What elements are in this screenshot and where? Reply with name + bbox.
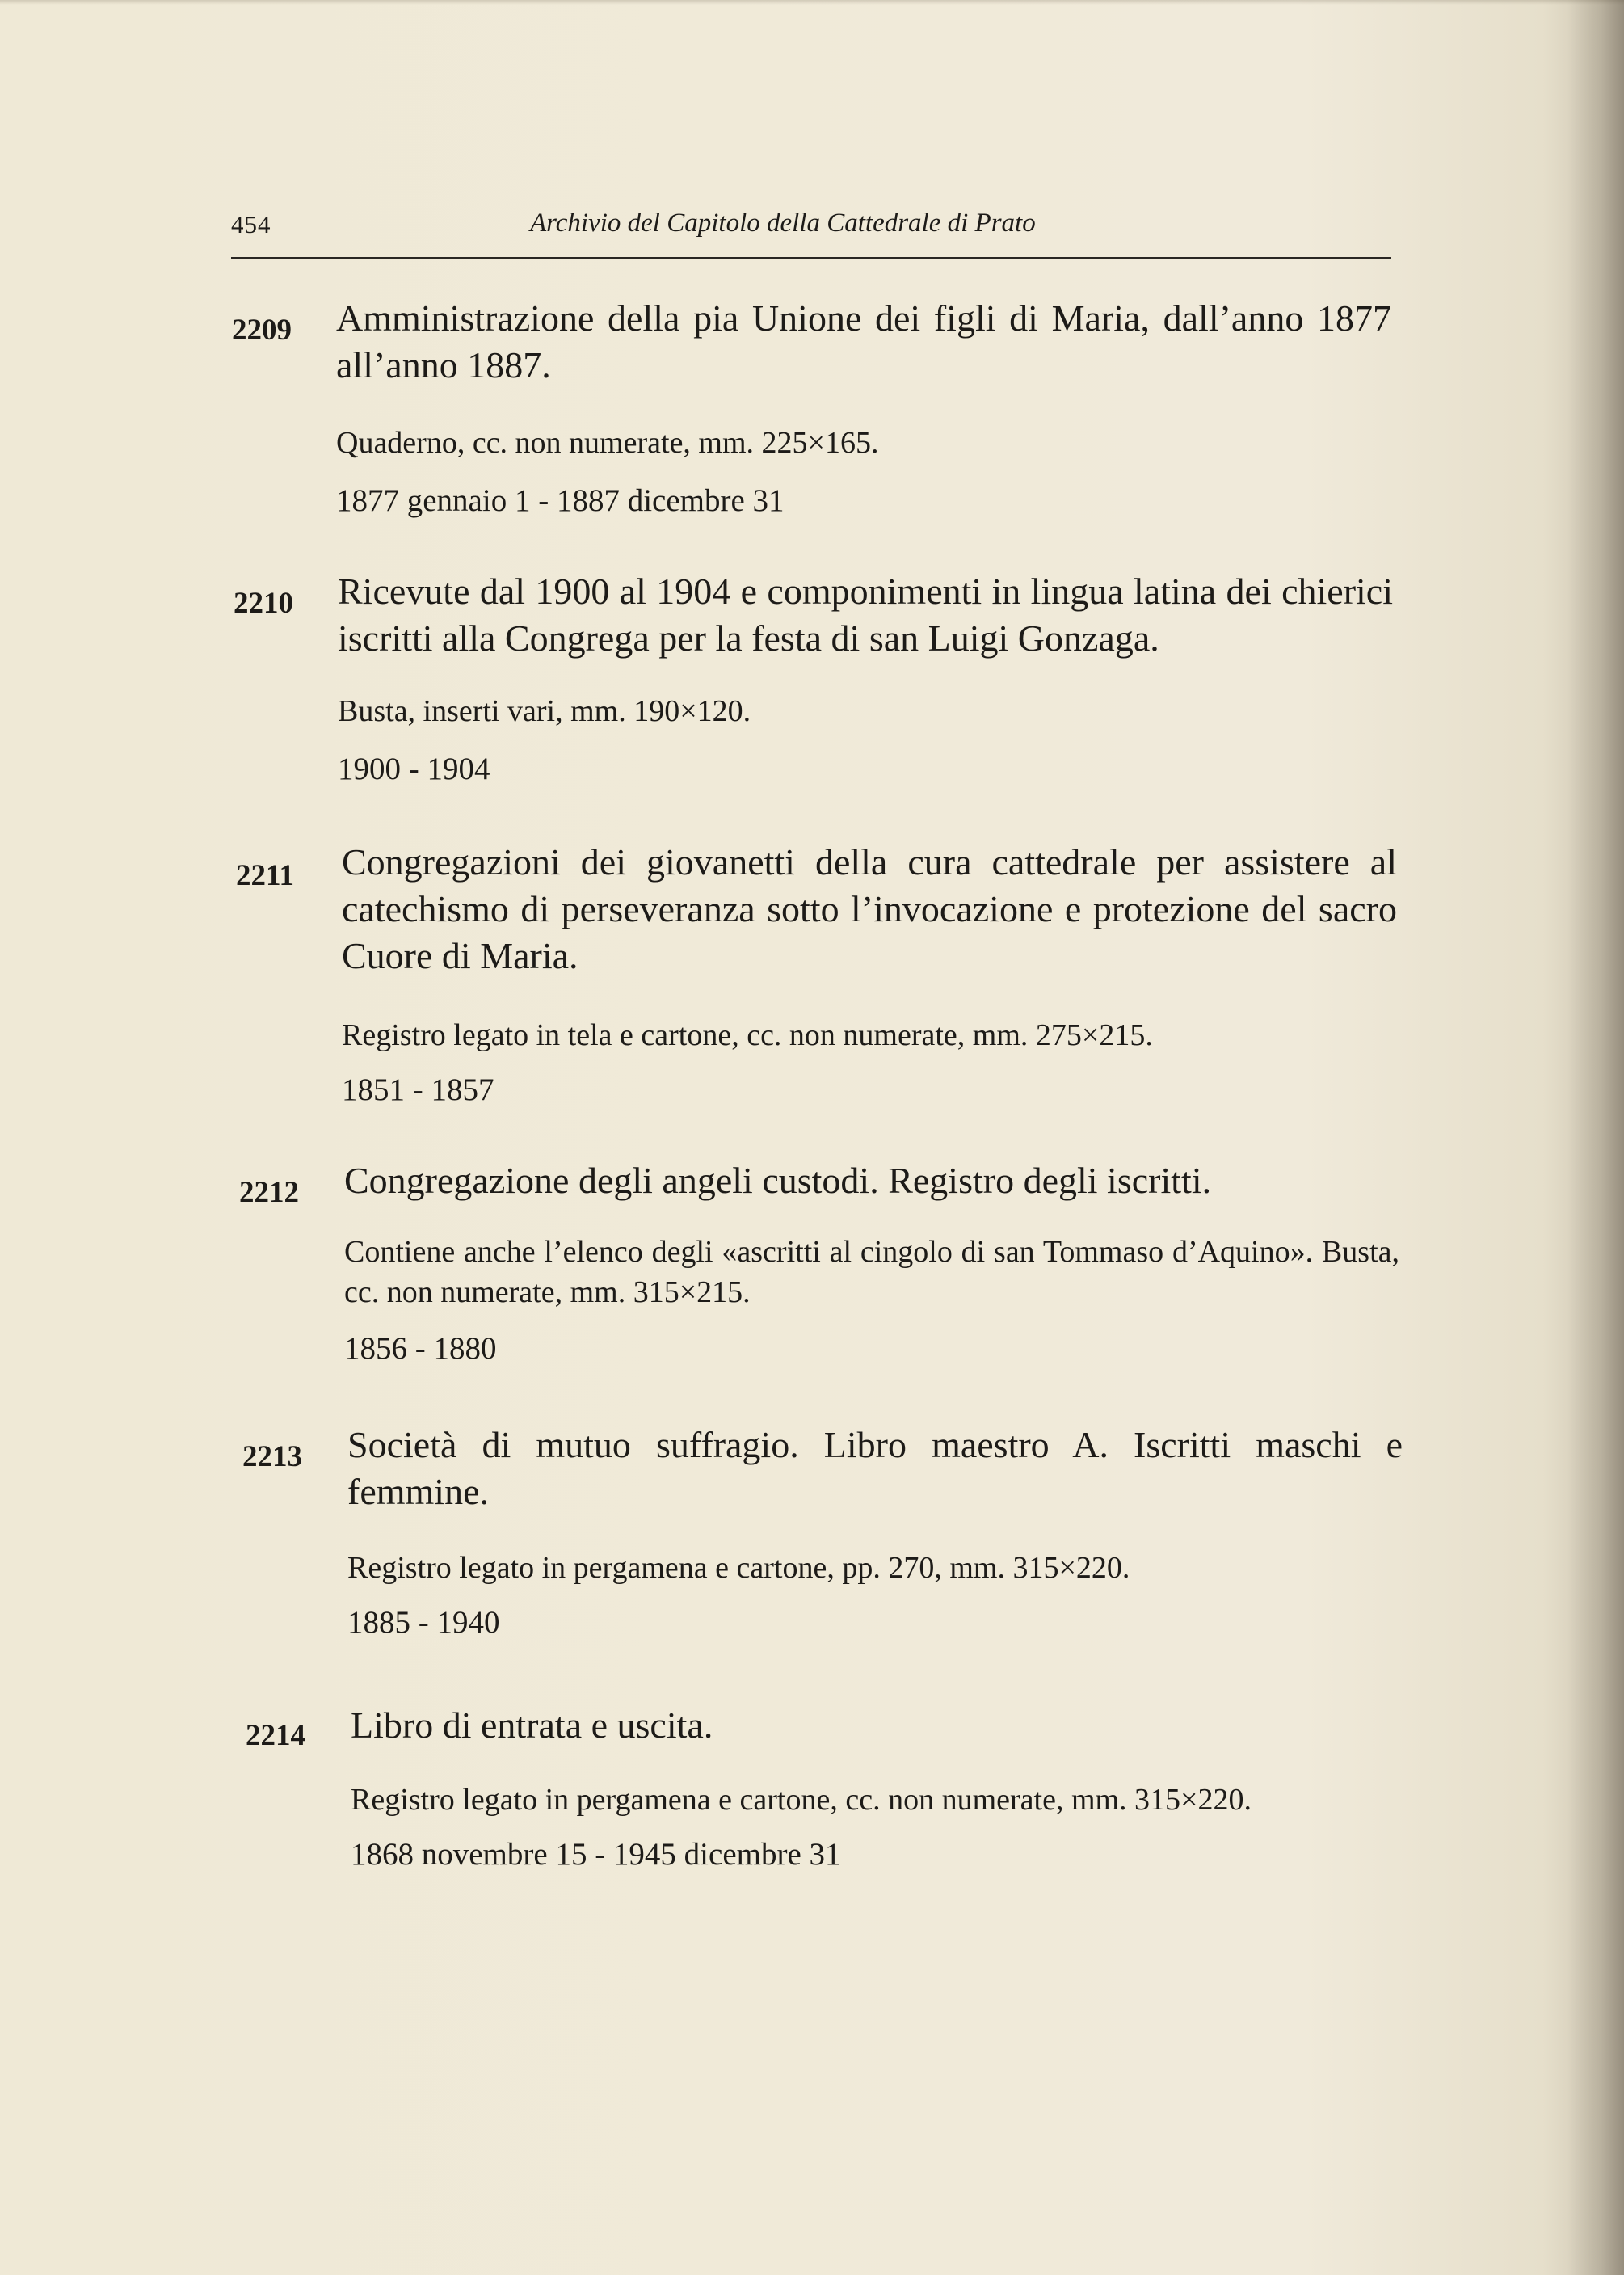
entry-body	[351, 1702, 1406, 1875]
entry-title: Società di mutuo suffragio. Libro maestro A. Iscritti maschi e femmine.	[347, 1424, 1403, 1512]
entry-body	[336, 295, 1391, 521]
entry-dates: 1885 - 1940	[347, 1605, 500, 1640]
entry-body	[344, 1157, 1399, 1369]
entry-description: Busta, inserti vari, mm. 190×120.	[338, 694, 751, 728]
page-number: 454	[231, 210, 271, 238]
entry-body	[342, 839, 1397, 1110]
entry-description: Registro legato in pergamena e cartone, cc. non numerate, mm. 315×220.	[351, 1783, 1252, 1817]
entry-title: Congregazioni dei giovanetti della cura cattedrale per assistere al catechismo di perseveranza sotto l’invocazione e protezione del sacro Cuore di Maria.	[342, 841, 1397, 976]
page-top-edge	[0, 0, 1624, 5]
entry-number: 2209	[232, 314, 292, 347]
entry-title: Ricevute dal 1900 al 1904 e componimenti in lingua latina dei chierici iscritti alla Congrega per la festa di san Luigi Gonzaga.	[338, 571, 1393, 659]
entry-dates: 1851 - 1857	[342, 1072, 494, 1107]
running-title: Archivio del Capitolo della Cattedrale di Prato	[530, 209, 1036, 238]
entry-description: Contiene anche l’elenco degli «ascritti al cingolo di san Tommaso d’Aquino». Busta, cc. non numerate, mm. 315×215.	[344, 1235, 1399, 1309]
entry-number: 2213	[242, 1440, 302, 1473]
running-head	[231, 207, 1391, 259]
entry-description: Quaderno, cc. non numerate, mm. 225×165.	[336, 426, 879, 460]
spine-shadow	[1567, 0, 1624, 2275]
entry-title: Amministrazione della pia Unione dei figli di Maria, dall’anno 1877 all’anno 1887.	[336, 297, 1391, 385]
entry-title: Libro di entrata e uscita.	[351, 1704, 713, 1746]
entry-dates: 1900 - 1904	[338, 752, 490, 786]
entry-dates: 1868 novembre 15 - 1945 dicembre 31	[351, 1837, 841, 1872]
entry-title: Congregazione degli angeli custodi. Registro degli iscritti.	[344, 1160, 1212, 1201]
entry-body	[347, 1422, 1403, 1643]
entry-dates: 1856 - 1880	[344, 1331, 497, 1366]
entry-number: 2211	[236, 859, 294, 892]
entry-number: 2214	[246, 1719, 305, 1752]
entry-dates: 1877 gennaio 1 - 1887 dicembre 31	[336, 483, 785, 518]
entry-number: 2210	[234, 587, 293, 620]
entry-body	[338, 568, 1393, 790]
entry-description: Registro legato in tela e cartone, cc. non numerate, mm. 275×215.	[342, 1018, 1153, 1052]
entry-description: Registro legato in pergamena e cartone, pp. 270, mm. 315×220.	[347, 1551, 1130, 1585]
entry-number: 2212	[239, 1176, 299, 1209]
